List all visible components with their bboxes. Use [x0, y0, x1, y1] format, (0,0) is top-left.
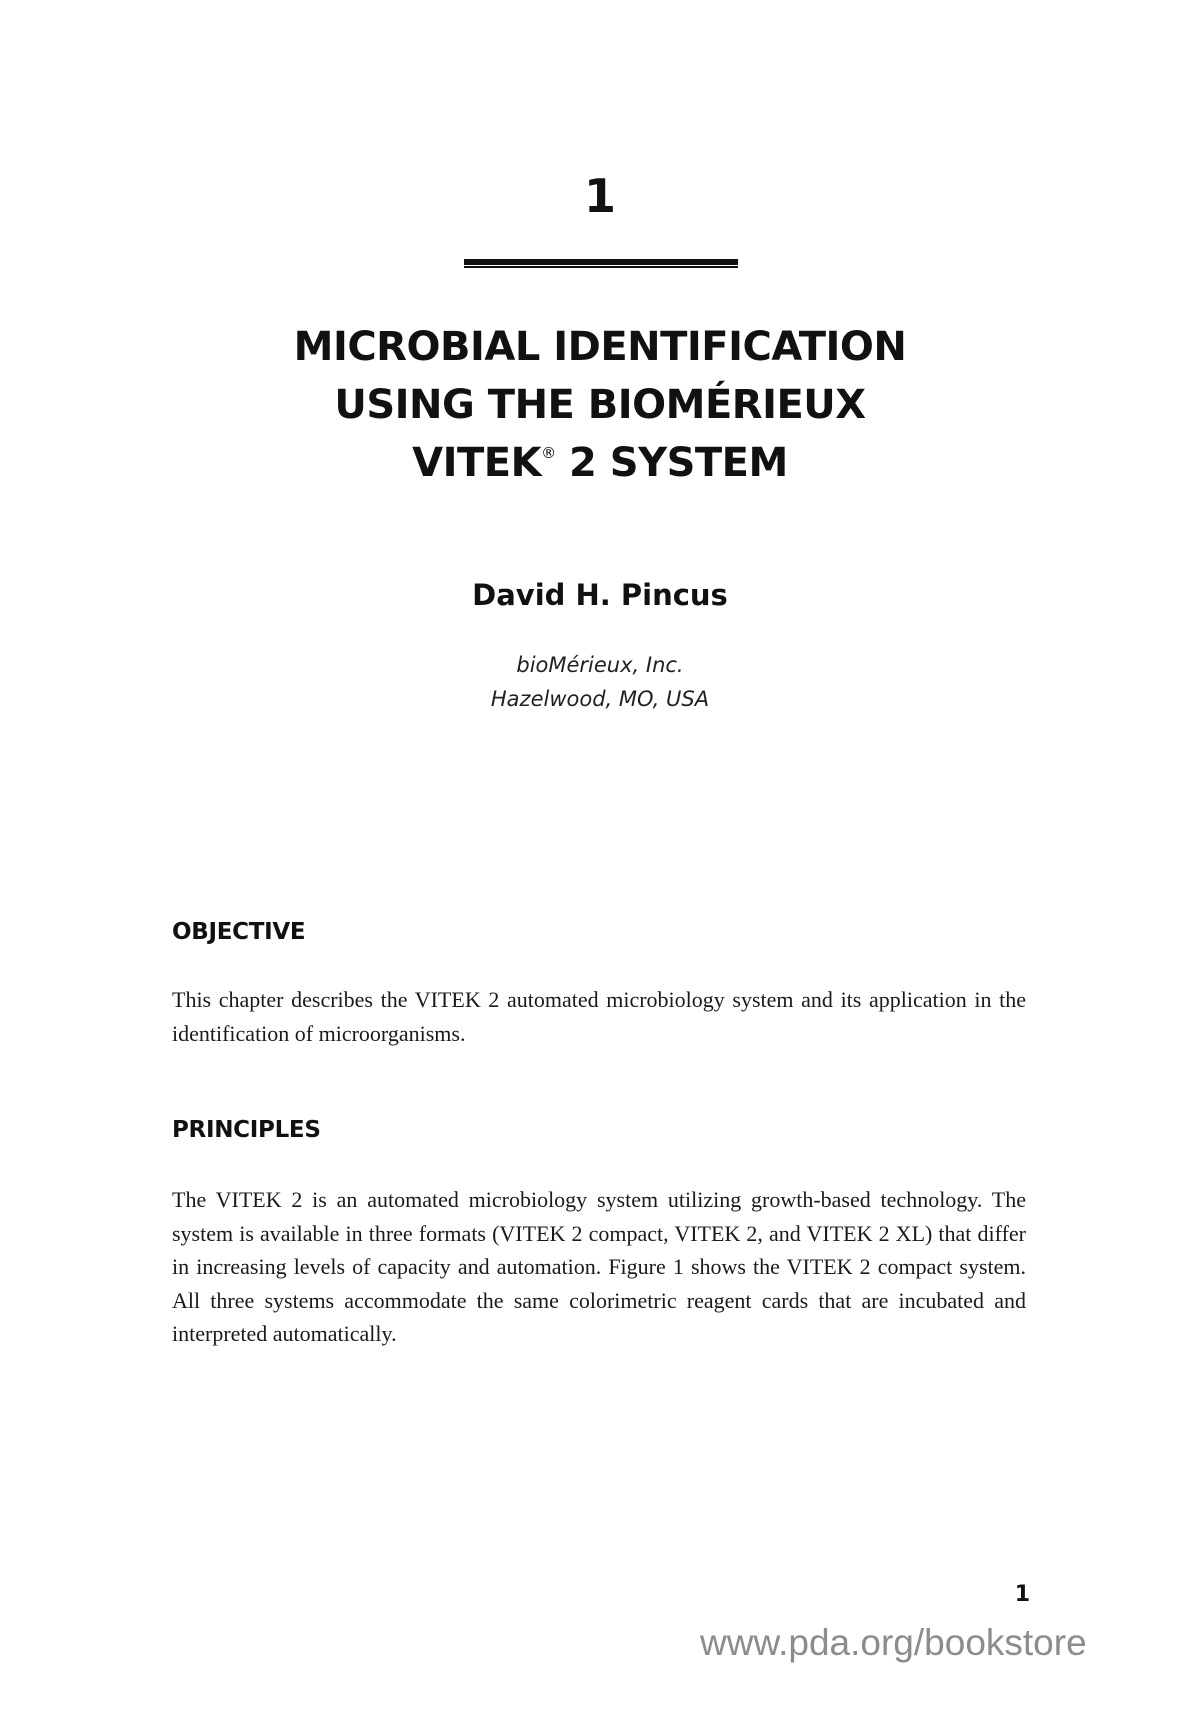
registered-mark: ®	[541, 444, 556, 462]
title-line-2: USING THE BIOMÉRIEUX	[334, 382, 866, 428]
chapter-title	[0, 318, 1200, 492]
objective-paragraph: This chapter describes the VITEK 2 automated microbiology system and its application in the identification of microorganisms.	[172, 987, 1026, 1046]
page-number: 1	[1014, 1582, 1030, 1607]
author-name: David H. Pincus	[472, 578, 728, 612]
watermark-url: www.pda.org/bookstore	[700, 1622, 1087, 1663]
title-brand: VITEK	[412, 440, 542, 486]
title-rest: 2 SYSTEM	[555, 440, 788, 486]
objective-heading: OBJECTIVE	[172, 919, 306, 945]
affiliation-company: bioMérieux, Inc.	[516, 653, 684, 677]
principles-paragraph: The VITEK 2 is an automated microbiology system utilizing growth-based technology. The system is available in three formats (VITEK 2 compact, VITEK 2, and VITEK 2 XL) that differ in increasing levels of capacity and automation. Figure 1 shows the VITEK 2 compact system. All three systems accommodate the same colorimetric reagent cards that are incubated and interpreted automatically.	[172, 1187, 1026, 1346]
chapter-rule	[464, 259, 738, 268]
title-line-3	[0, 434, 1200, 492]
chapter-number: 1	[583, 169, 616, 223]
title-line-1: MICROBIAL IDENTIFICATION	[293, 324, 907, 370]
principles-heading: PRINCIPLES	[172, 1117, 321, 1143]
author-affiliation	[0, 648, 1200, 716]
affiliation-location: Hazelwood, MO, USA	[490, 687, 710, 711]
